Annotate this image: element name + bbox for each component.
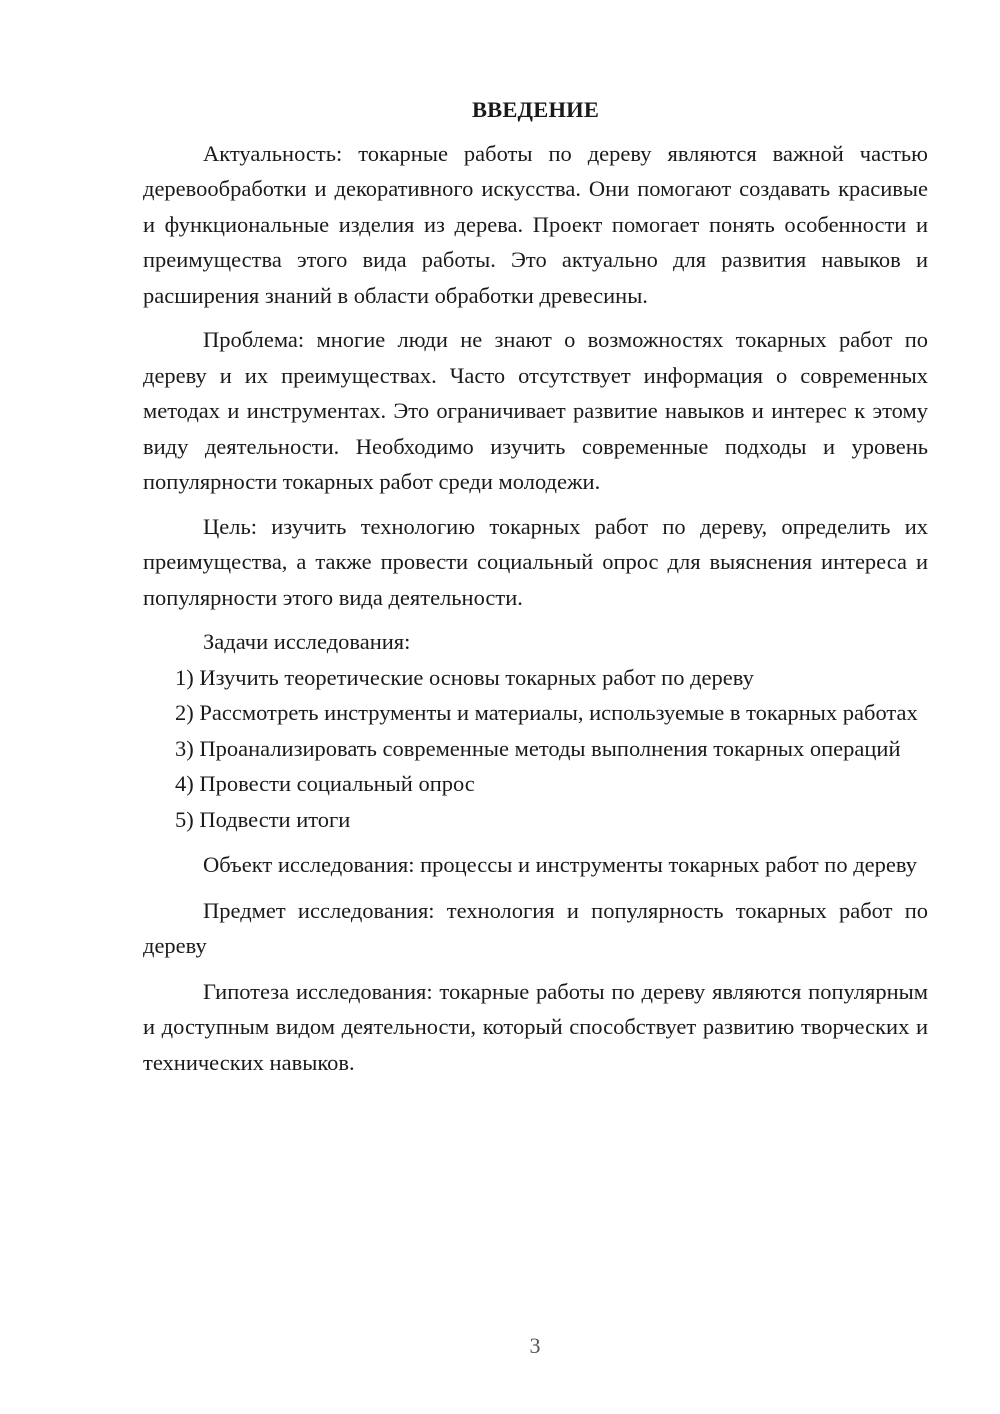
page-title: ВВЕДЕНИЕ <box>471 97 600 122</box>
paragraph-hypothesis: Гипотеза исследования: токарные работы по дереву являются популярным и доступным видом деятельности, который способствует развитию творческих и технических навыков. <box>143 978 928 1075</box>
list-item-task-4: 4) Провести социальный опрос <box>175 771 475 796</box>
list-item-task-2: 2) Рассмотреть инструменты и материалы, используемые в токарных работах <box>175 700 918 725</box>
paragraph-relevance: Актуальность: токарные работы по дереву являются важной частью деревообработки и декоративного искусства. Они помогают создавать красивые и функциональные изделия из дерева. Проект помогает понять особенности и преимущества этого вида работы. Это актуально для развития навыков и расширения знаний в области обработки древесины. <box>143 140 928 308</box>
page-content <box>143 92 928 1080</box>
page-number: 3 <box>529 1333 541 1358</box>
list-item-task-1: 1) Изучить теоретические основы токарных работ по дереву <box>175 664 754 690</box>
list-item-task-5: 5) Подвести итоги <box>175 806 351 832</box>
paragraph-subject: Предмет исследования: технология и популярность токарных работ по дереву <box>143 897 928 958</box>
paragraph-goal: Цель: изучить технологию токарных работ по дереву, определить их преимущества, а также провести социальный опрос для выяснения интереса и популярности этого вида деятельности. <box>143 513 928 610</box>
paragraph-object: Объект исследования: процессы и инструменты токарных работ по дереву <box>203 852 917 877</box>
paragraph-problem: Проблема: многие люди не знают о возможностях токарных работ по дереву и их преимуществах. Часто отсутствует информация о современных методах и инструментах. Это ограничивает развитие навыков и интерес к этому виду деятельности. Необходимо изучить современные подходы и уровень популярности токарных работ среди молодежи. <box>143 327 928 494</box>
tasks-heading: Задачи исследования: <box>203 629 411 654</box>
list-item-task-3: 3) Проанализировать современные методы выполнения токарных операций <box>175 735 901 761</box>
